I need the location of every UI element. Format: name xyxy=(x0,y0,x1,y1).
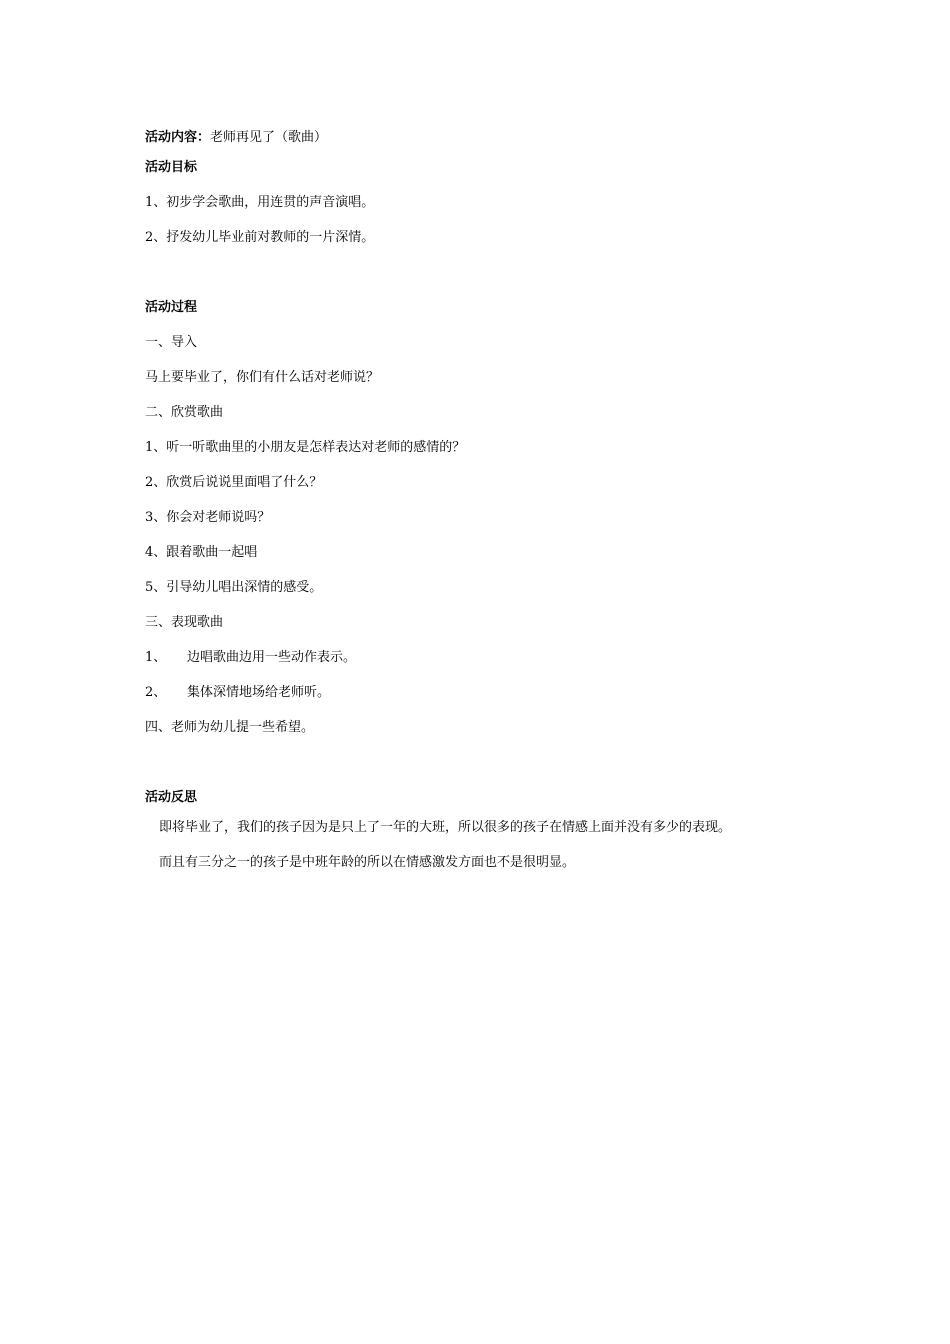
activity-content-value: 老师再见了（歌曲） xyxy=(210,130,328,145)
reflection-paragraph: 即将毕业了，我们的孩子因为是只上了一年的大班，所以很多的孩子在情感上面并没有多少的表现。 xyxy=(159,820,732,835)
step2-item: 4、跟着歌曲一起唱 xyxy=(145,545,258,560)
step3-item-text: 边唱歌曲边用一些动作表示。 xyxy=(187,650,357,665)
step2-item: 5、引导幼儿唱出深情的感受。 xyxy=(145,580,323,595)
step2-item: 2、欣赏后说说里面唱了什么？ xyxy=(145,475,323,490)
goal-item: 1、初步学会歌曲，用连贯的声音演唱。 xyxy=(145,195,375,210)
reflection-heading: 活动反思 xyxy=(145,790,198,805)
step3-item xyxy=(145,648,825,668)
step1-title: 一、导入 xyxy=(145,335,198,350)
goal-heading: 活动目标 xyxy=(145,160,198,175)
step1-text: 马上要毕业了，你们有什么话对老师说？ xyxy=(145,370,380,385)
step2-item: 3、你会对老师说吗？ xyxy=(145,510,271,525)
step3-item-text: 集体深情地场给老师听。 xyxy=(187,685,331,700)
activity-content-line xyxy=(145,128,825,148)
goal-item: 2、抒发幼儿毕业前对教师的一片深情。 xyxy=(145,230,375,245)
document-page xyxy=(145,128,825,888)
step3-title: 三、表现歌曲 xyxy=(145,615,224,630)
activity-content-label: 活动内容： xyxy=(145,130,211,145)
step2-item: 1、听一听歌曲里的小朋友是怎样表达对老师的感情的？ xyxy=(145,440,466,455)
step2-title: 二、欣赏歌曲 xyxy=(145,405,224,420)
step3-item xyxy=(145,683,825,703)
reflection-paragraph: 而且有三分之一的孩子是中班年龄的所以在情感激发方面也不是很明显。 xyxy=(159,855,576,870)
step3-item-number: 2、 xyxy=(145,685,167,700)
step3-item-number: 1、 xyxy=(145,650,167,665)
step4-title: 四、老师为幼儿提一些希望。 xyxy=(145,720,315,735)
process-heading: 活动过程 xyxy=(145,300,198,315)
